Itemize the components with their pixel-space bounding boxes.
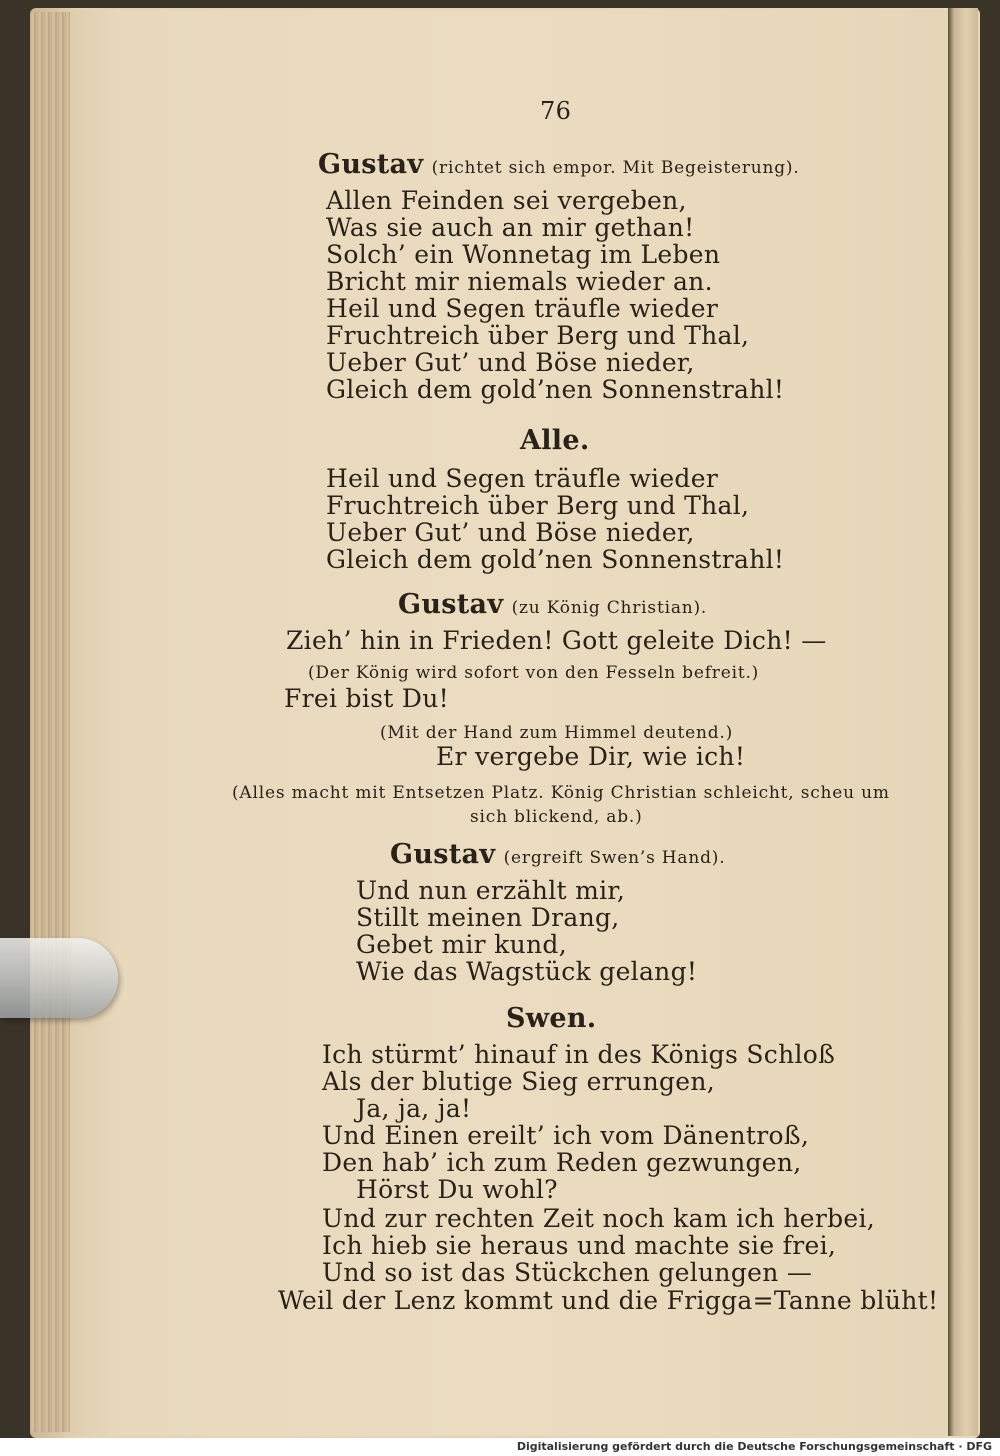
- stage-direction: (Alles macht mit Entsetzen Platz. König Christian schleicht, scheu um: [232, 783, 890, 803]
- speaker-heading: [390, 840, 725, 873]
- stage-direction: (Mit der Hand zum Himmel deutend.): [380, 723, 734, 743]
- speaker-name: Swen.: [506, 1003, 597, 1034]
- verse-line: Ich hieb sie heraus und machte sie frei,: [322, 1231, 837, 1260]
- verse-line: Gleich dem gold’nen Sonnenstrahl!: [326, 545, 785, 574]
- verse-line: Und nun erzählt mir,: [356, 876, 626, 905]
- verse-line: Er vergebe Dir, wie ich!: [436, 742, 746, 771]
- speaker-name: Alle.: [520, 425, 590, 456]
- verse-line: Was sie auch an mir gethan!: [326, 213, 695, 242]
- verse-line: Und zur rechten Zeit noch kam ich herbei,: [322, 1204, 876, 1233]
- verse-line: Wie das Wagstück gelang!: [356, 957, 698, 986]
- verse-line: Und so ist das Stückchen gelungen —: [322, 1258, 813, 1287]
- digitization-footer: [0, 1438, 1000, 1456]
- verse-line: Gebet mir kund,: [356, 930, 567, 959]
- stage-direction: (zu König Christian).: [511, 598, 708, 618]
- verse-line: Den hab’ ich zum Reden gezwungen,: [322, 1148, 802, 1177]
- stage-direction: sich blickend, ab.): [470, 807, 643, 827]
- verse-line: Fruchtreich über Berg und Thal,: [326, 491, 750, 520]
- verse-line: Solch’ ein Wonnetag im Leben: [326, 240, 721, 269]
- verse-line: Als der blutige Sieg errungen,: [322, 1067, 716, 1096]
- speaker-heading: [398, 590, 707, 623]
- page-edge-right: [948, 8, 978, 1436]
- stage-direction: (ergreift Swen’s Hand).: [503, 848, 726, 868]
- stage-direction: (Der König wird sofort von den Fesseln befreit.): [308, 663, 760, 683]
- verse-line: Frei bist Du!: [284, 684, 449, 713]
- verse-line: Und Einen ereilt’ ich vom Dänentroß,: [322, 1121, 810, 1150]
- speaker-name: Gustav: [398, 589, 504, 620]
- speaker-name: Gustav: [318, 149, 424, 180]
- verse-line: Allen Feinden sei vergeben,: [326, 186, 687, 215]
- verse-line: Bricht mir niemals wieder an.: [326, 267, 713, 296]
- verse-line: Hörst Du wohl?: [356, 1175, 558, 1204]
- verse-line: Stillt meinen Drang,: [356, 903, 620, 932]
- verse-line: Ueber Gut’ und Böse nieder,: [326, 518, 695, 547]
- verse-line: Zieh’ hin in Frieden! Gott geleite Dich! —: [286, 626, 827, 655]
- page-clip: [0, 938, 118, 1018]
- verse-line: Ich stürmt’ hinauf in des Königs Schloß: [322, 1040, 836, 1069]
- verse-line: Ja, ja, ja!: [356, 1094, 472, 1123]
- verse-line: Heil und Segen träufle wieder: [326, 294, 719, 323]
- stage-direction: (richtet sich empor. Mit Begeisterung).: [431, 158, 800, 178]
- verse-line: Gleich dem gold’nen Sonnenstrahl!: [326, 375, 785, 404]
- page-number: 76: [540, 97, 572, 125]
- verse-line: Heil und Segen träufle wieder: [326, 464, 719, 493]
- verse-line: Ueber Gut’ und Böse nieder,: [326, 348, 695, 377]
- verse-line: Fruchtreich über Berg und Thal,: [326, 321, 750, 350]
- speaker-name: Gustav: [390, 839, 496, 870]
- speaker-heading: [318, 150, 800, 183]
- footer-text: Digitalisierung gefördert durch die Deutsche Forschungsgemeinschaft · DFG: [516, 1440, 992, 1453]
- verse-line: Weil der Lenz kommt und die Frigga=Tanne blüht!: [278, 1286, 939, 1315]
